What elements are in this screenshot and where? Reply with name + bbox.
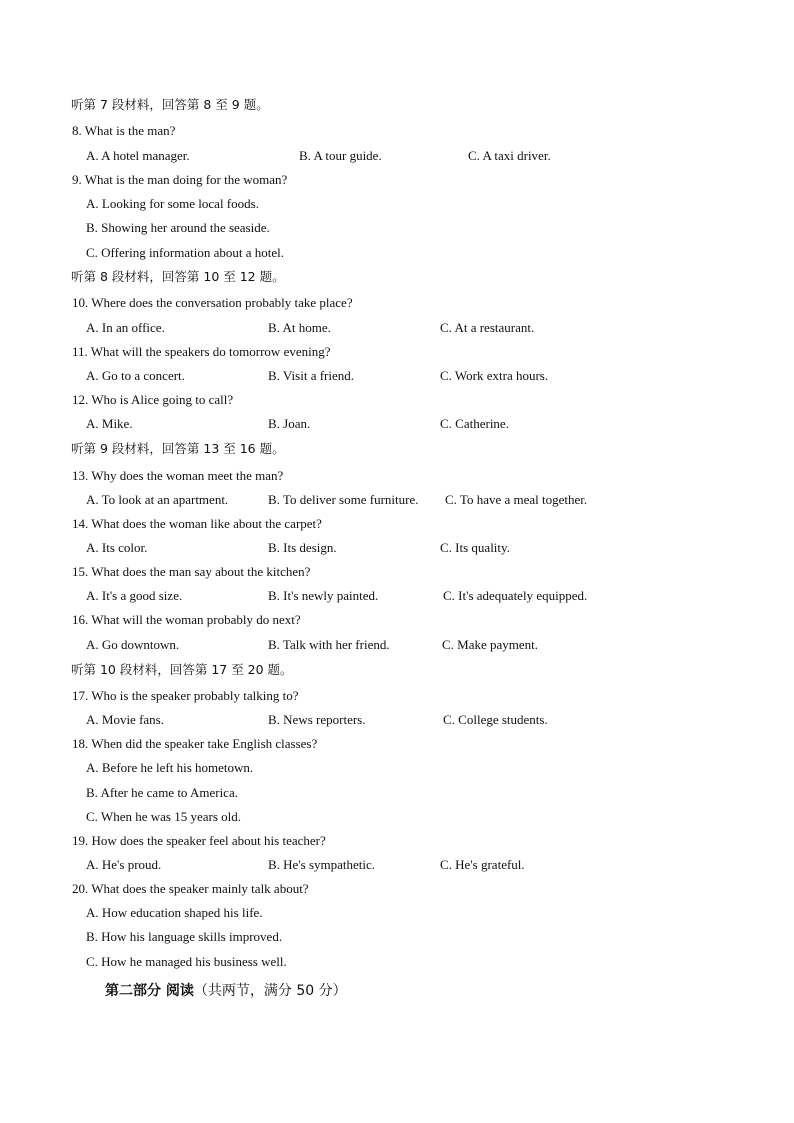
question-prompt: 18. When did the speaker take English classes? <box>72 736 318 751</box>
answer-option: C. Work extra hours. <box>440 368 549 383</box>
answer-option: A. Mike. <box>86 416 133 431</box>
answer-option: B. He's sympathetic. <box>268 857 376 872</box>
question-prompt: 11. What will the speakers do tomorrow evening? <box>72 344 331 359</box>
answer-option: C. College students. <box>443 712 548 727</box>
answer-option: A. To look at an apartment. <box>86 492 229 507</box>
question-prompt: 9. What is the man doing for the woman? <box>72 172 288 187</box>
answer-option: C. Its quality. <box>440 540 510 555</box>
question-prompt: 14. What does the woman like about the carpet? <box>72 516 322 531</box>
answer-option: A. Go downtown. <box>86 637 180 652</box>
answer-option: B. News reporters. <box>268 712 366 727</box>
answer-option: B. At home. <box>268 320 331 335</box>
answer-option: A. Its color. <box>86 540 148 555</box>
question-prompt: 12. Who is Alice going to call? <box>72 392 234 407</box>
answer-option: A. A hotel manager. <box>86 148 190 163</box>
answer-option: A. Movie fans. <box>86 712 164 727</box>
section-instruction: 听第 10 段材料，回答第 17 至 20 题。 <box>71 662 293 677</box>
part-heading-subtitle: （共两节，满分 50 分） <box>193 983 347 999</box>
answer-option: A. How education shaped his life. <box>86 905 263 920</box>
answer-option: B. Its design. <box>268 540 337 555</box>
answer-option: A. It's a good size. <box>86 588 183 603</box>
answer-option: B. To deliver some furniture. <box>268 492 419 507</box>
answer-option: C. How he managed his business well. <box>86 954 287 969</box>
answer-option: C. To have a meal together. <box>445 492 588 507</box>
answer-option: C. It's adequately equipped. <box>443 588 588 603</box>
answer-option: C. At a restaurant. <box>440 320 535 335</box>
part-heading <box>105 980 347 1000</box>
question-prompt: 15. What does the man say about the kitchen? <box>72 564 311 579</box>
question-prompt: 8. What is the man? <box>72 123 176 138</box>
question-prompt: 16. What will the woman probably do next? <box>72 612 301 627</box>
answer-option: C. Catherine. <box>440 416 509 431</box>
answer-option: A. Looking for some local foods. <box>86 196 259 211</box>
answer-option: C. Make payment. <box>442 637 539 652</box>
answer-option: B. Talk with her friend. <box>268 637 390 652</box>
answer-option: B. Showing her around the seaside. <box>86 220 270 235</box>
question-prompt: 20. What does the speaker mainly talk about? <box>72 881 309 896</box>
answer-option: B. After he came to America. <box>86 785 238 800</box>
answer-option: B. It's newly painted. <box>268 588 379 603</box>
answer-option: B. A tour guide. <box>299 148 382 163</box>
answer-option: C. A taxi driver. <box>468 148 551 163</box>
section-instruction: 听第 9 段材料，回答第 13 至 16 题。 <box>71 441 285 456</box>
answer-option: B. Visit a friend. <box>268 368 354 383</box>
answer-option: C. Offering information about a hotel. <box>86 245 284 260</box>
question-prompt: 17. Who is the speaker probably talking to? <box>72 688 299 703</box>
answer-option: B. Joan. <box>268 416 311 431</box>
answer-option: C. When he was 15 years old. <box>86 809 242 824</box>
answer-option: A. In an office. <box>86 320 165 335</box>
answer-option: A. He's proud. <box>86 857 162 872</box>
answer-option: C. He's grateful. <box>440 857 525 872</box>
answer-option: A. Go to a concert. <box>86 368 185 383</box>
question-prompt: 13. Why does the woman meet the man? <box>72 468 284 483</box>
section-instruction: 听第 8 段材料，回答第 10 至 12 题。 <box>71 269 285 284</box>
part-heading-title: 第二部分 阅读 <box>105 983 194 999</box>
answer-option: A. Before he left his hometown. <box>86 760 254 775</box>
answer-option: B. How his language skills improved. <box>86 929 283 944</box>
question-prompt: 10. Where does the conversation probably take place? <box>72 295 353 310</box>
question-prompt: 19. How does the speaker feel about his teacher? <box>72 833 326 848</box>
section-instruction: 听第 7 段材料，回答第 8 至 9 题。 <box>71 97 269 112</box>
